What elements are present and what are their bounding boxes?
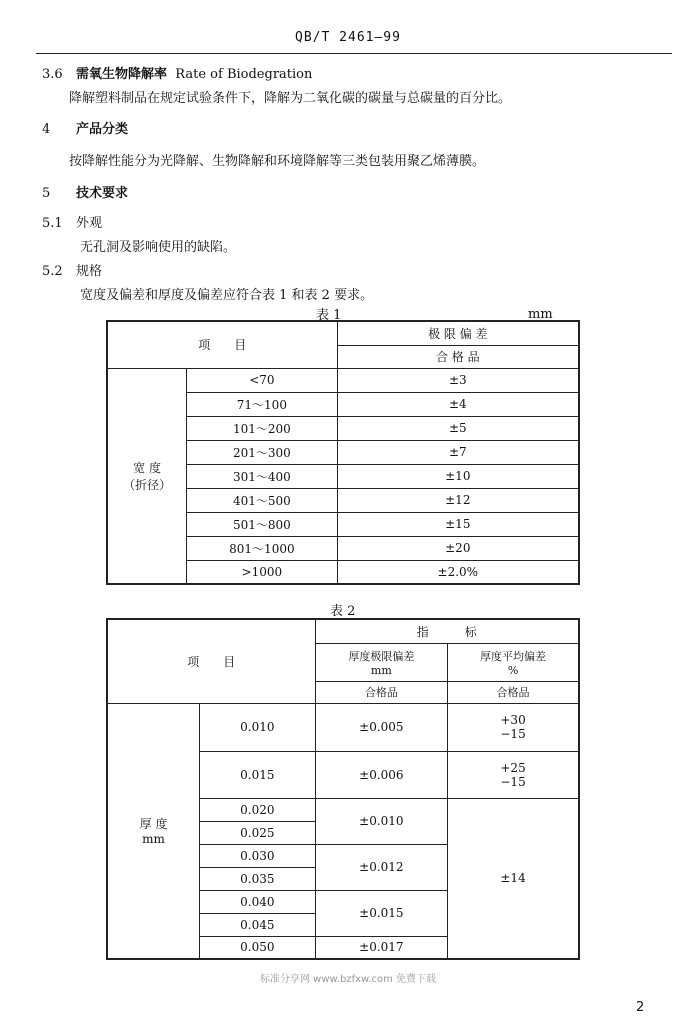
width-deviation: ±7	[337, 440, 579, 464]
section-number: 4	[42, 122, 51, 137]
table-2	[106, 618, 580, 960]
section-4-heading	[42, 118, 128, 137]
width-deviation: ±3	[337, 368, 579, 392]
thickness-average-deviation	[448, 703, 579, 751]
width-range: 71～100	[187, 392, 337, 416]
width-deviation: ±5	[337, 416, 579, 440]
table-header-grade: 合格品	[315, 681, 447, 703]
document-header: QB/T 2461—99	[295, 30, 401, 45]
width-range: 201～300	[187, 440, 337, 464]
section-5-heading	[42, 182, 128, 201]
table-1-caption: 表 1	[316, 308, 342, 323]
width-range: >1000	[187, 560, 337, 584]
section-number: 5.2	[42, 264, 63, 279]
section-5-2-body: 宽度及偏差和厚度及偏差应符合表 1 和表 2 要求。	[80, 288, 374, 303]
width-deviation: ±10	[337, 464, 579, 488]
header-limit-unit: mm	[370, 663, 392, 677]
table-1-unit: mm	[528, 307, 553, 322]
thickness-value: 0.040	[200, 890, 316, 913]
header-limit-label: 厚度极限偏差	[348, 649, 415, 663]
thickness-limit-deviation: ±0.017	[315, 936, 447, 959]
thickness-average-deviation-shared: ±14	[448, 798, 579, 959]
width-range: 801～1000	[187, 536, 337, 560]
thickness-limit-deviation: ±0.006	[315, 751, 447, 798]
width-deviation: ±20	[337, 536, 579, 560]
header-average-unit: %	[507, 663, 519, 677]
section-number: 5	[42, 186, 51, 201]
thickness-limit-deviation: ±0.010	[315, 798, 447, 844]
page-number: 2	[636, 1000, 645, 1015]
width-deviation: ±12	[337, 488, 579, 512]
thickness-value: 0.045	[200, 913, 316, 936]
thickness-value: 0.030	[200, 844, 316, 867]
section-title: 技术要求	[76, 186, 129, 201]
table-header-limit-deviation	[315, 643, 447, 681]
footer-watermark: 标准分享网 www.bzfxw.com 免费下载	[260, 974, 436, 985]
section-3-6-heading	[42, 63, 312, 82]
thickness-value: 0.015	[200, 751, 316, 798]
thickness-average-deviation	[448, 751, 579, 798]
section-4-body: 按降解性能分为光降解、生物降解和环境降解等三类包装用聚乙烯薄膜。	[69, 154, 486, 169]
table-header-grade: 合格品	[448, 681, 579, 703]
group-unit: mm	[142, 832, 165, 847]
width-deviation: ±2.0%	[337, 560, 579, 584]
thickness-group-label	[107, 703, 200, 959]
thickness-value: 0.035	[200, 867, 316, 890]
section-5-2-heading	[42, 260, 102, 279]
width-range: 401～500	[187, 488, 337, 512]
table-header-average-deviation	[448, 643, 579, 681]
table-1	[106, 320, 580, 585]
table-header-item: 项 目	[107, 321, 337, 368]
thickness-value: 0.010	[200, 703, 316, 751]
thickness-value: 0.050	[200, 936, 316, 959]
table-header-deviation: 极 限 偏 差	[337, 321, 579, 345]
average-minus: −15	[500, 774, 526, 789]
header-rule	[36, 53, 672, 54]
thickness-limit-deviation: ±0.012	[315, 844, 447, 890]
section-title: 外观	[76, 216, 103, 231]
average-minus: −15	[500, 727, 526, 741]
width-range: <70	[187, 368, 337, 392]
thickness-value: 0.025	[200, 821, 316, 844]
table-header-index: 指 标	[315, 619, 579, 643]
table-header-grade: 合 格 品	[337, 345, 579, 368]
width-range: 101～200	[187, 416, 337, 440]
section-title: 需氧生物降解率	[76, 67, 168, 82]
average-plus: +30	[500, 713, 526, 727]
section-3-6-body: 降解塑料制品在规定试验条件下，降解为二氧化碳的碳量与总碳量的百分比。	[69, 91, 512, 106]
section-title: 规格	[76, 264, 103, 279]
section-5-1-heading	[42, 212, 102, 231]
table-2-caption: 表 2	[330, 604, 356, 619]
group-subtitle: （折径）	[123, 477, 172, 492]
thickness-limit-deviation: ±0.015	[315, 890, 447, 936]
width-range: 501～800	[187, 512, 337, 536]
table-header-item: 项 目	[107, 619, 315, 703]
width-group-label	[107, 368, 187, 584]
section-title: 产品分类	[76, 122, 129, 137]
width-deviation: ±15	[337, 512, 579, 536]
group-title: 厚 度	[139, 817, 168, 832]
width-range: 301～400	[187, 464, 337, 488]
average-plus: +25	[500, 760, 526, 775]
section-5-1-body: 无孔洞及影响使用的缺陷。	[80, 240, 237, 255]
thickness-value: 0.020	[200, 798, 316, 821]
section-title-en: Rate of Biodegration	[175, 67, 313, 82]
width-deviation: ±4	[337, 392, 579, 416]
section-number: 3.6	[42, 67, 63, 82]
section-number: 5.1	[42, 216, 63, 231]
thickness-limit-deviation: ±0.005	[315, 703, 447, 751]
group-title: 宽 度	[133, 460, 161, 475]
header-average-label: 厚度平均偏差	[480, 649, 547, 663]
